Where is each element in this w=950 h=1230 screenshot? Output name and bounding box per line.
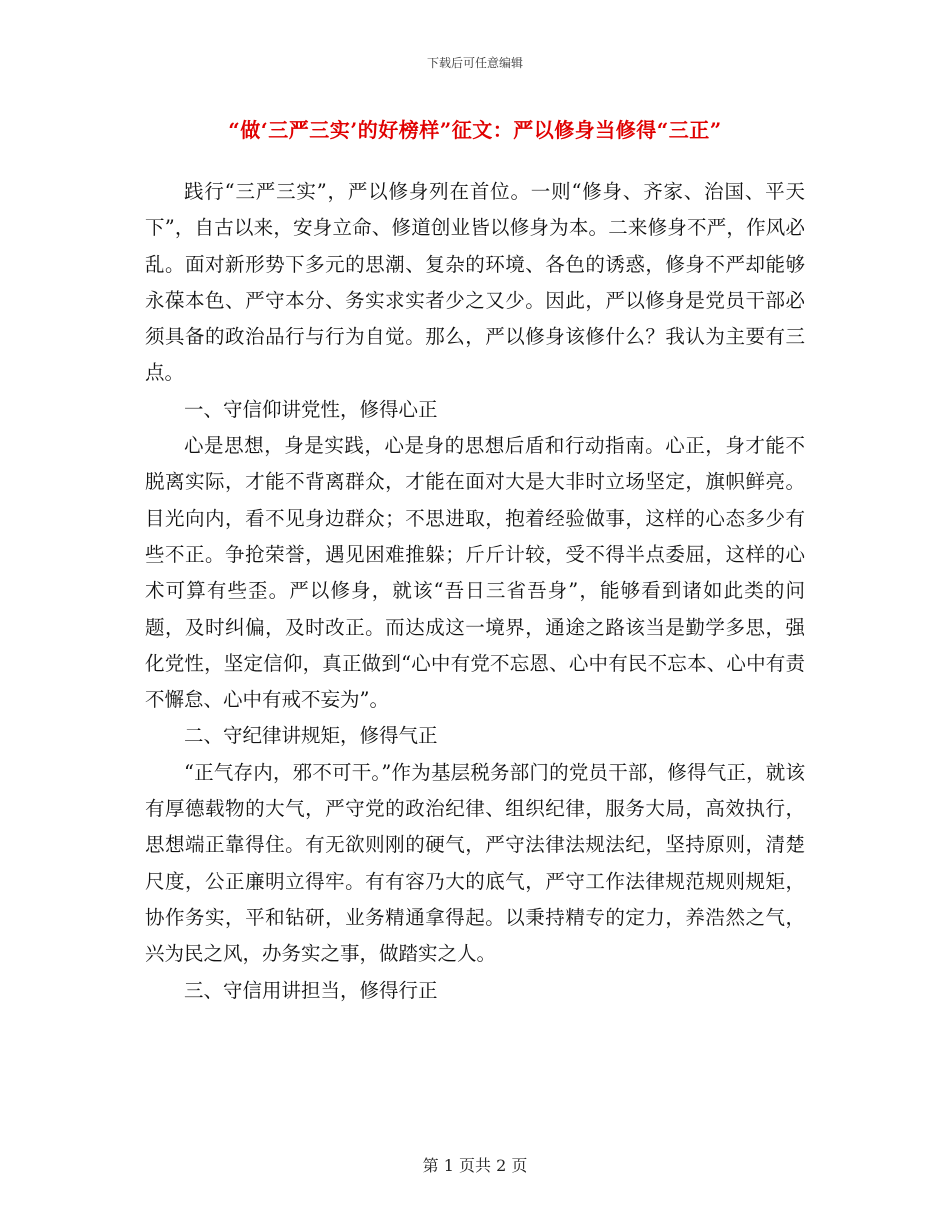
section-heading-2: 二、守纪律讲规矩，修得气正 xyxy=(184,724,438,748)
section-heading-1: 一、守信仰讲党性，修得心正 xyxy=(184,397,438,421)
document-title: “做‘三严三实’的好榜样”征文：严以修身当修得“三正” xyxy=(228,118,722,142)
paragraph-intro: 践行“三严三实”，严以修身列在首位。一则“修身、齐家、治国、平天下”，自古以来，安身立命、修道创业皆以修身为本。二来修身不严，作风必乱。面对新形势下多元的思潮、复杂的环境、各色的诱惑，修身不严却能够永葆本色、严守本分、务实求实者少之又少。因此，严以修身是党员干部必须具备的政治品行与行为自觉。那么，严以修身该修什么？我认为主要有三点。 xyxy=(145,180,805,385)
document-body xyxy=(145,174,805,1009)
paragraph-section-1: 心是思想，身是实践，心是身的思想后盾和行动指南。心正，身才能不脱离实际，才能不背离群众，才能在面对大是大非时立场坚定，旗帜鲜亮。目光向内，看不见身边群众；不思进取，抱着经验做事，这样的心态多少有些不正。争抢荣誉，遇见困难推躲；斤斤计较，受不得半点委屈，这样的心术可算有些歪。严以修身，就该“吾日三省吾身”，能够看到诸如此类的问题，及时纠偏，及时改正。而达成这一境界，通途之路该当是勤学多思，强化党性，坚定信仰，真正做到“心中有党不忘恩、心中有民不忘本、心中有责不懈怠、心中有戒不妄为”。 xyxy=(145,434,805,712)
page-number: 第 1 页共 2 页 xyxy=(422,1156,528,1175)
header-note: 下载后可任意编辑 xyxy=(426,56,523,70)
section-heading-3: 三、守信用讲担当，修得行正 xyxy=(184,978,438,1002)
paragraph-section-2: “正气存内，邪不可干。”作为基层税务部门的党员干部，修得气正，就该有厚德载物的大气，严守党的政治纪律、组织纪律，服务大局，高效执行，思想端正靠得住。有无欲则刚的硬气，严守法律法规法纪，坚持原则，清楚尺度，公正廉明立得牢。有有容乃大的底气，严守工作法律规范规则规矩，协作务实，平和钻研，业务精通拿得起。以秉持精专的定力，养浩然之气，兴为民之风，办务实之事，做踏实之人。 xyxy=(145,760,805,966)
